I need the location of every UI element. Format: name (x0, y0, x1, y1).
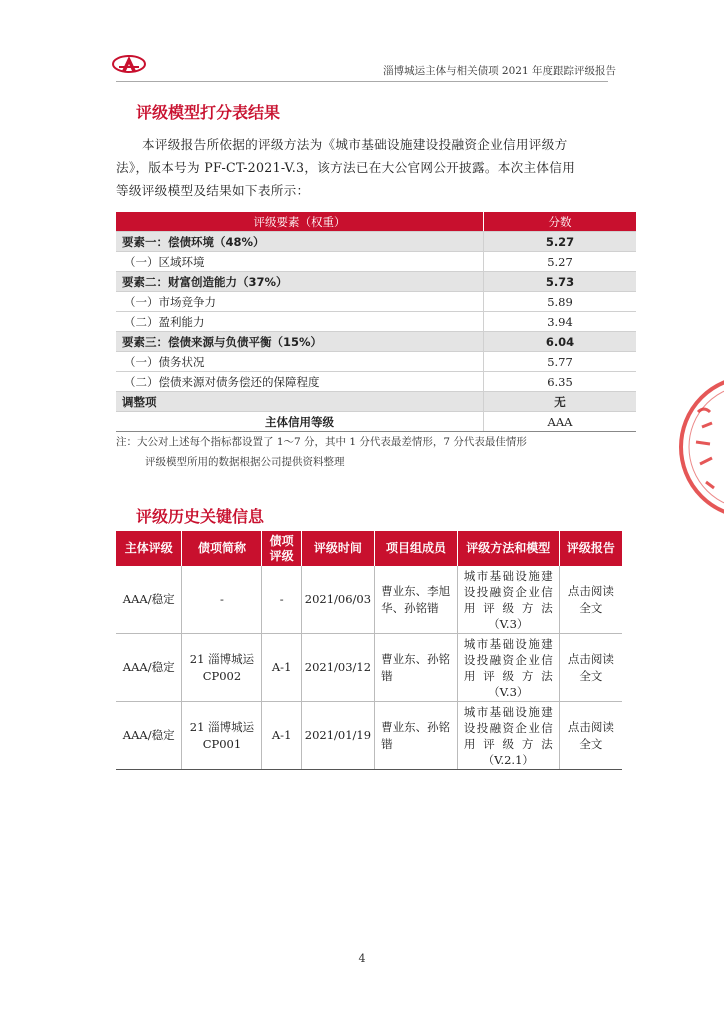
bond-name: 21 淄博城运 CP001 (182, 702, 262, 770)
page-number: 4 (358, 952, 366, 965)
header-divider (116, 81, 608, 82)
score-table (116, 212, 636, 432)
table-row (116, 232, 636, 252)
score-table-header-score: 分数 (484, 212, 637, 232)
factor-label: （一）市场竞争力 (116, 292, 484, 312)
team-members: 曹业东、李旭华、孙铭锴 (375, 566, 458, 634)
entity-rating: AAA/稳定 (116, 634, 182, 702)
rating-date: 2021/01/19 (301, 702, 374, 770)
table-row (116, 332, 636, 352)
bond-rating: A-1 (262, 702, 301, 770)
table-row (116, 292, 636, 312)
table-row (116, 566, 622, 634)
table-row (116, 634, 622, 702)
history-header-date: 评级时间 (301, 531, 374, 566)
factor-score: 6.35 (484, 372, 637, 392)
section-title-rating-history: 评级历史关键信息 (136, 507, 265, 526)
paragraph-line: 本评级报告所依据的评级方法为《城市基础设施建设投融资企业信用评级方 (142, 137, 568, 152)
history-header-bond-name: 债项简称 (182, 531, 262, 566)
header-title: 淄博城运主体与相关债项 2021 年度跟踪评级报告 (383, 65, 616, 77)
table-row (116, 352, 636, 372)
rating-date: 2021/03/12 (301, 634, 374, 702)
table-row (116, 312, 636, 332)
entity-rating: AAA/稳定 (116, 702, 182, 770)
history-header-method: 评级方法和模型 (457, 531, 559, 566)
factor-score: 无 (484, 392, 637, 412)
table-note: 注：大公对上述每个指标都设置了 1～7 分，其中 1 分代表最差情形，7 分代表最佳情形 (116, 436, 527, 448)
dagong-logo-icon (112, 52, 146, 76)
factor-label: （一）区域环境 (116, 252, 484, 272)
bond-rating: - (262, 566, 301, 634)
read-report-link[interactable]: 点击阅读全文 (559, 634, 622, 702)
history-header-members: 项目组成员 (375, 531, 458, 566)
red-seal-stamp (676, 372, 724, 522)
section-title-model-score: 评级模型打分表结果 (136, 103, 281, 122)
table-row (116, 392, 636, 412)
factor-score: 5.27 (484, 252, 637, 272)
factor-label: 调整项 (116, 392, 484, 412)
bond-name: - (182, 566, 262, 634)
factor-score: 5.73 (484, 272, 637, 292)
table-row (116, 702, 622, 770)
history-header-report: 评级报告 (559, 531, 622, 566)
rating-history-table (116, 531, 622, 770)
bond-rating: A-1 (262, 634, 301, 702)
table-row (116, 412, 636, 432)
factor-label: （二）盈利能力 (116, 312, 484, 332)
factor-score: 3.94 (484, 312, 637, 332)
rating-method: 城市基础设施建设投融资企业信用评级方法（V.3） (457, 634, 559, 702)
read-report-link[interactable]: 点击阅读全文 (559, 702, 622, 770)
factor-score: 5.27 (484, 232, 637, 252)
paragraph-line: 法》，版本号为 PF-CT-2021-V.3，该方法已在大公官网公开披露。本次主体信用 (116, 160, 576, 175)
table-row (116, 252, 636, 272)
rating-method: 城市基础设施建设投融资企业信用评级方法（V.3） (457, 566, 559, 634)
factor-label: （一）债务状况 (116, 352, 484, 372)
credit-rating-label: 主体信用等级 (116, 412, 484, 432)
factor-score: 5.89 (484, 292, 637, 312)
table-note-source: 评级模型所用的数据根据公司提供资料整理 (145, 456, 345, 468)
factor-label: 要素一：偿债环境（48%） (116, 232, 484, 252)
score-table-header-factor: 评级要素（权重） (116, 212, 484, 232)
paragraph-line: 等级评级模型及结果如下表所示： (116, 183, 310, 198)
factor-score: 5.77 (484, 352, 637, 372)
history-header-bond-rating: 债项 评级 (262, 531, 301, 566)
table-row (116, 372, 636, 392)
factor-label: 要素二：财富创造能力（37%） (116, 272, 484, 292)
factor-label: 要素三：偿债来源与负债平衡（15%） (116, 332, 484, 352)
team-members: 曹业东、孙铭锴 (375, 634, 458, 702)
entity-rating: AAA/稳定 (116, 566, 182, 634)
factor-label: （二）偿债来源对债务偿还的保障程度 (116, 372, 484, 392)
team-members: 曹业东、孙铭锴 (375, 702, 458, 770)
rating-method: 城市基础设施建设投融资企业信用评级方法（V.2.1） (457, 702, 559, 770)
intro-paragraph (116, 133, 608, 202)
read-report-link[interactable]: 点击阅读全文 (559, 566, 622, 634)
factor-score: 6.04 (484, 332, 637, 352)
rating-date: 2021/06/03 (301, 566, 374, 634)
history-header-entity-rating: 主体评级 (116, 531, 182, 566)
bond-name: 21 淄博城运 CP002 (182, 634, 262, 702)
table-row (116, 272, 636, 292)
credit-rating-value: AAA (484, 412, 637, 432)
